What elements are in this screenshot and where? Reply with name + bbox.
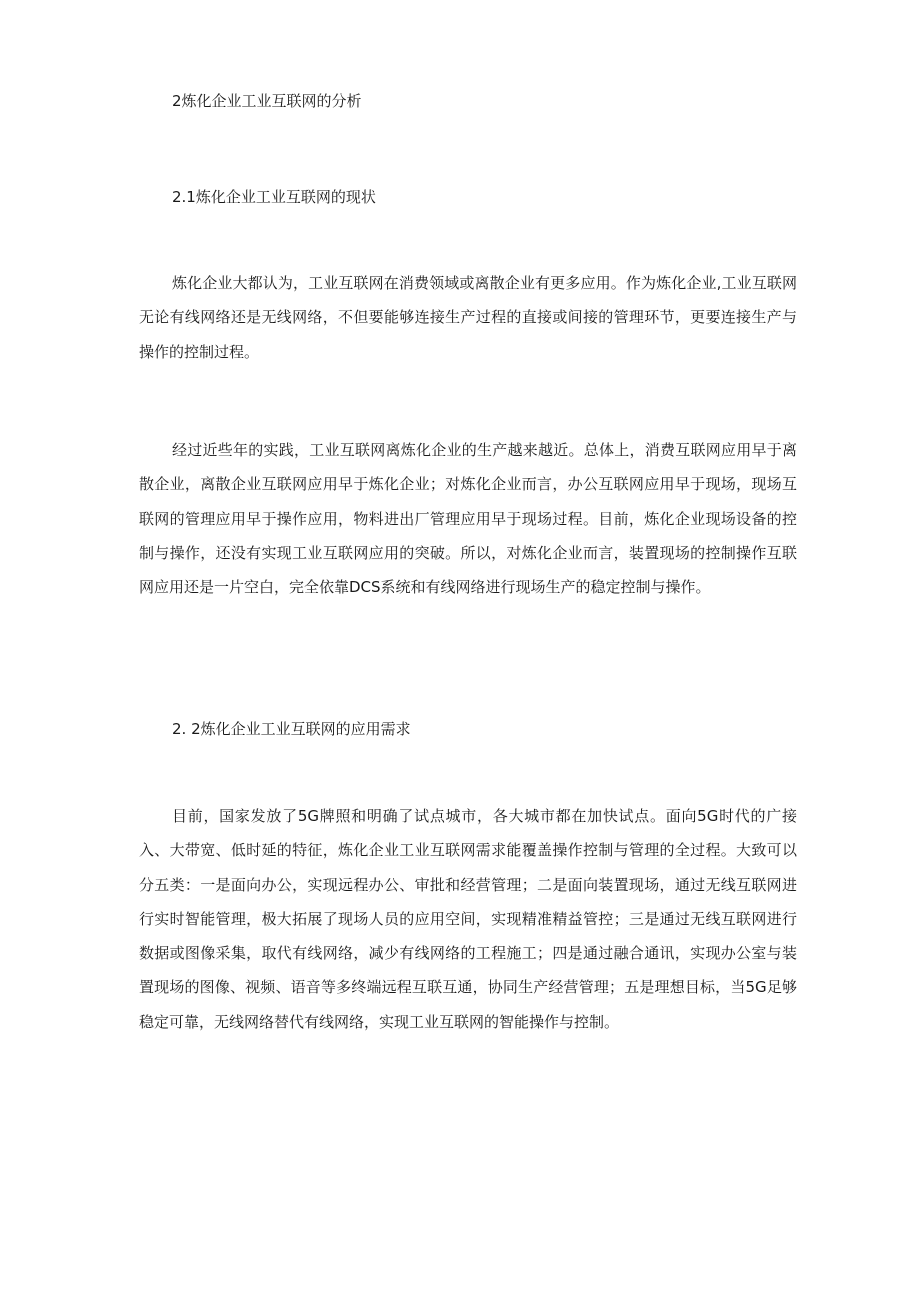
section-heading-2-2: 2. 2炼化企业工业互联网的应用需求 [172,720,411,738]
section-heading-2-1: 2.1炼化企业工业互联网的现状 [172,188,376,206]
paragraph-current-status-intro: 炼化企业大都认为，工业互联网在消费领域或离散企业有更多应用。作为炼化企业,工业互联网无论有线网络还是无线网络，不但要能够连接生产过程的直接或间接的管理环节，更要连接生产与操作的控制过程。 [139,274,797,361]
section-heading-2: 2炼化企业工业互联网的分析 [172,92,362,110]
paragraph-current-status-practice: 经过近些年的实践，工业互联网离炼化企业的生产越来越近。总体上，消费互联网应用早于离散企业，离散企业互联网应用早于炼化企业；对炼化企业而言，办公互联网应用早于现场，现场互联网的管理应用早于操作应用，物料进出厂管理应用早于现场过程。目前，炼化企业现场设备的控制与操作，还没有实现工业互联网应用的突破。所以，对炼化企业而言，装置现场的控制操作互联网应用还是一片空白，完全依靠DCS系统和有线网络进行现场生产的稳定控制与操作。 [139,441,797,597]
paragraph-application-requirements: 目前，国家发放了5G牌照和明确了试点城市，各大城市都在加快试点。面向5G时代的广接入、大带宽、低时延的特征，炼化企业工业互联网需求能覆盖操作控制与管理的全过程。大致可以分五类：一是面向办公，实现远程办公、审批和经营管理；二是面向装置现场，通过无线互联网进行实时智能管理，极大拓展了现场人员的应用空间，实现精准精益管控；三是通过无线互联网进行数据或图像采集，取代有线网络，减少有线网络的工程施工；四是通过融合通讯，实现办公室与装置现场的图像、视频、语音等多终端远程互联互通，协同生产经营管理；五是理想目标，当5G足够稳定可靠，无线网络替代有线网络，实现工业互联网的智能操作与控制。 [139,807,797,1031]
